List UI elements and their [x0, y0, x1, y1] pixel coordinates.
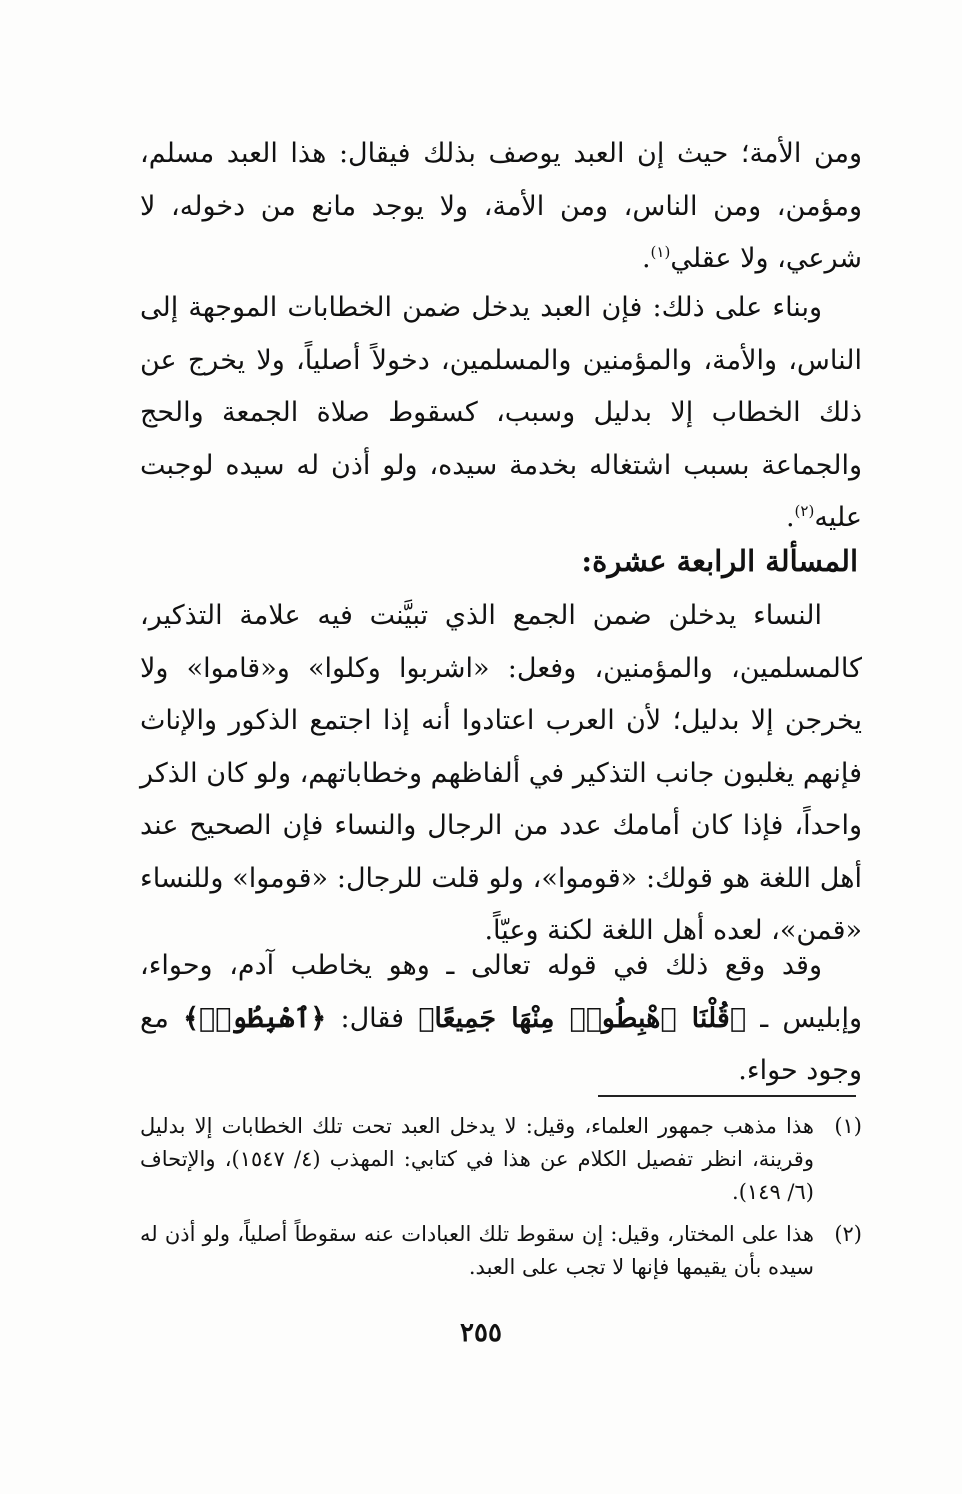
footnote-ref-2: (٢): [794, 502, 815, 520]
footnote-ref-1: (١): [650, 243, 671, 261]
paragraph-1-text: ومن الأمة؛ حيث إن العبد يوصف بذلك فيقال: هذا العبد مسلم، ومؤمن، ومن الناس، ومن الأمة، ولا يوجد مانع من دخوله، لا شرعي، ولا عقلي: [140, 138, 862, 274]
paragraph-2-end: .: [785, 502, 795, 533]
paragraph-2: [140, 282, 862, 545]
quran-verse-2: ﴿ٱهْبِطُوا۟﴾: [183, 1002, 327, 1034]
footnote-2: [140, 1218, 862, 1284]
footnote-separator: [598, 1095, 856, 1097]
paragraph-1-end: .: [641, 243, 651, 274]
paragraph-4-text-a: وقد وقع ذلك في قوله تعالى ـ وهو يخاطب آدم، وحواء، وإبليس ـ: [140, 950, 862, 1034]
paragraph-3: [140, 590, 862, 958]
paragraph-4-text-b: فقال:: [340, 1002, 404, 1034]
page-number: ٢٥٥: [460, 1318, 502, 1348]
footnote-2-number: (٢): [834, 1222, 862, 1246]
section-heading: المسألة الرابعة عشرة:: [581, 544, 858, 578]
paragraph-4-text-c: مع وجود حواء.: [140, 1002, 862, 1086]
paragraph-4: [140, 940, 862, 1098]
paragraph-3-text: النساء يدخلن ضمن الجمع الذي تبيَّنت فيه علامة التذكير، كالمسلمين، والمؤمنين، وفعل: «اشربوا وكلوا» و«قاموا» ولا يخرجن إلا بدليل؛ لأن العرب اعتادوا أنه إذا اجتمع الذكور والإناث فإنهم يغلبون جانب التذكير في ألفاظهم وخطاباتهم، ولو كان الذكر واحداً، فإذا كان أمامك عدد من الرجال والنساء فإن الصحيح عند أهل اللغة هو قولك: «قوموا»، ولو قلت للرجال: «قوموا» وللنساء «قمن»، لعده أهل اللغة لكنة وعيّاً.: [140, 600, 862, 946]
footnote-1: [140, 1110, 862, 1209]
footnote-1-number: (١): [834, 1114, 862, 1138]
paragraph-2-text: وبناء على ذلك: فإن العبد يدخل ضمن الخطابات الموجهة إلى الناس، والأمة، والمؤمنين والمسلمين، دخولاً أصلياً، ولا يخرج عن ذلك الخطاب إلا بدليل وسبب، كسقوط صلاة الجمعة والحج والجماعة بسبب اشتغاله بخدمة سيده، ولو أذن له سيده لوجبت عليه: [140, 292, 862, 533]
footnote-1-text: هذا مذهب جمهور العلماء، وقيل: لا يدخل العبد تحت تلك الخطابات إلا بدليل وقرينة، انظر تفصيل الكلام عن هذا في كتابي: المهذب (٤/ ١٥٤٧)، والإتحاف (٦/ ١٤٩).: [140, 1114, 814, 1204]
paragraph-1: [140, 128, 862, 286]
quran-verse-1: ﴿قُلْنَا ٱهْبِطُوا۟ مِنْهَا جَمِيعًا﴾: [418, 1002, 747, 1034]
footnote-2-text: هذا على المختار، وقيل: إن سقوط تلك العبادات عنه سقوطاً أصلياً، ولو أذن له سيده بأن يقيمها فإنها لا تجب على العبد.: [140, 1222, 814, 1279]
